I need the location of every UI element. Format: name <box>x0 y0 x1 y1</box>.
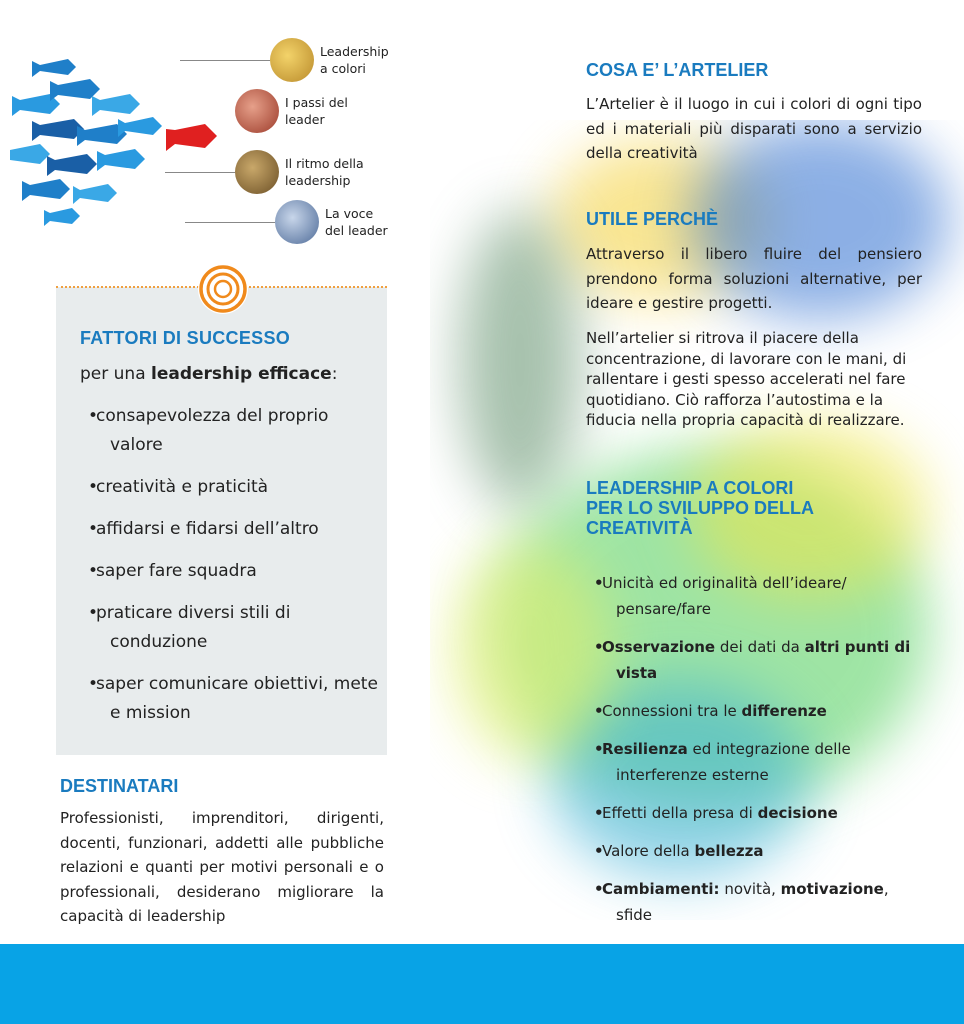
title-line: PER LO SVILUPPO DELLA <box>586 498 815 518</box>
icon-label-line: I passi del <box>285 95 348 110</box>
connector-line <box>165 111 235 112</box>
subtitle-prefix: per una <box>80 364 152 384</box>
utile-text-2: Nell’artelier si ritrova il piacere della concentrazione, di lavorare con le mani, di rallentare i gesti spesso accelerati nel fare quotidiano. Ciò rafforza l’autostima e la fiducia nella propria capacità di realizzare. <box>586 329 907 429</box>
leadership-colori-title <box>586 478 814 538</box>
success-factors-title: FATTORI DI SUCCESSO <box>80 328 291 348</box>
icon-label-line: a colori <box>320 61 366 76</box>
list-item-text: Valore della <box>602 842 695 860</box>
subtitle-suffix: : <box>331 364 338 384</box>
icon-row-voce-leader[interactable] <box>185 200 388 244</box>
destinatari-text: Professionisti, imprenditori, dirigenti, docenti, funzionari, addetti alle pubbliche relazioni e quanti per motivi personali e o professionali, desiderano migliorare la capacità di leadership <box>60 809 384 925</box>
list-item <box>586 800 926 826</box>
list-item-text: motivazione <box>780 880 884 898</box>
list-item: • saper comunicare obiettivi, mete e mission <box>80 670 380 728</box>
list-item-text: novità, <box>719 880 781 898</box>
artelier-text: L’Artelier è il luogo in cui i colori di ogni tipo ed i materiali più disparati sono a servizio della creatività <box>586 95 922 162</box>
list-item-text: altri punti di vista <box>616 638 911 682</box>
list-item: • consapevolezza del proprio valore <box>80 402 380 460</box>
list-item-text: Effetti della presa di <box>602 804 758 822</box>
icon-label-line: leadership <box>285 173 351 188</box>
people-photo-icon <box>235 89 279 133</box>
list-item-text: Connessioni tra le <box>602 702 742 720</box>
connector-line <box>165 172 235 173</box>
list-item: • creatività e praticità <box>80 473 380 502</box>
list-item: • praticare diversi stili di conduzione <box>80 599 380 657</box>
list-item-text: Resilienza <box>602 740 688 758</box>
list-item-text: Unicità ed originalità dell’ideare/ pensare/fare <box>602 574 847 618</box>
list-item: • saper fare squadra <box>80 557 380 586</box>
connector-line <box>185 222 275 223</box>
utile-title: UTILE PERCHÈ <box>586 209 719 229</box>
success-factors-subtitle <box>80 364 337 384</box>
icon-label-line: leader <box>285 112 325 127</box>
icon-row-passi-leader[interactable] <box>165 89 348 133</box>
title-line: CREATIVITÀ <box>586 518 693 538</box>
icon-row-ritmo-leadership[interactable] <box>165 150 364 194</box>
list-item <box>586 698 926 724</box>
list-item-text: Osservazione <box>602 638 716 656</box>
utile-text-1: Attraverso il libero fluire del pensiero prendono forma soluzioni alternative, per ideare e gestire progetti. <box>586 245 922 312</box>
list-item-text: ed integrazione delle interferenze esterne <box>616 740 851 784</box>
icon-row-leadership-colori[interactable] <box>180 38 389 82</box>
painting-photo-icon <box>270 38 314 82</box>
subtitle-bold: leadership efficace <box>151 364 332 384</box>
list-item-text: , sfide <box>616 880 889 924</box>
footer-band <box>0 944 964 1024</box>
list-item-text: bellezza <box>694 842 764 860</box>
icon-label-line: Il ritmo della <box>285 156 364 171</box>
connector-line <box>180 60 270 61</box>
icon-label-line: del leader <box>325 223 388 238</box>
list-item <box>586 570 926 622</box>
choir-photo-icon <box>275 200 319 244</box>
creativity-list <box>586 570 926 940</box>
spiral-icon <box>196 262 250 316</box>
success-factors-list <box>80 402 380 741</box>
list-item-text: decisione <box>757 804 838 822</box>
drum-photo-icon <box>235 150 279 194</box>
title-line: LEADERSHIP A COLORI <box>586 478 794 498</box>
list-item <box>586 876 926 928</box>
list-item <box>586 634 926 686</box>
list-item-text: differenze <box>741 702 827 720</box>
list-item <box>586 838 926 864</box>
list-item-text: dei dati da <box>715 638 805 656</box>
artelier-title: COSA E’ L’ARTELIER <box>586 60 769 80</box>
icon-label-line: La voce <box>325 206 374 221</box>
destinatari-title: DESTINATARI <box>60 776 179 796</box>
list-item <box>586 736 926 788</box>
icon-label-line: Leadership <box>320 44 389 59</box>
list-item-text: Cambiamenti: <box>602 880 720 898</box>
list-item: • affidarsi e fidarsi dell’altro <box>80 515 380 544</box>
